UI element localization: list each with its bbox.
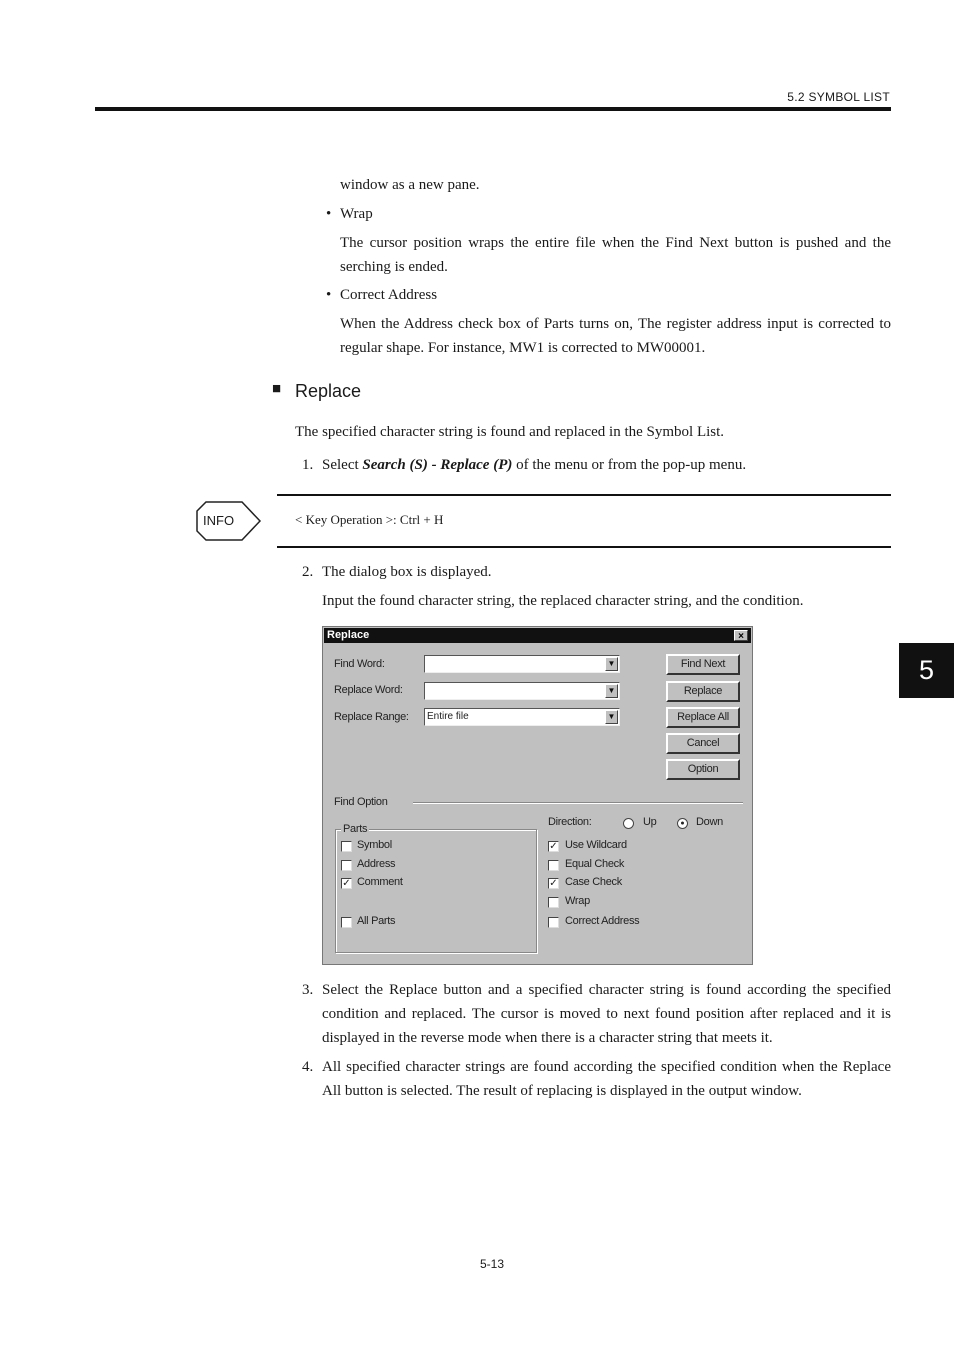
bullet-dot: • <box>326 287 332 303</box>
correct-address-label: Correct Address <box>565 915 640 927</box>
direction-label: Direction: <box>548 816 592 828</box>
symbol-checkbox[interactable] <box>341 841 352 852</box>
direction-up-label: Up <box>643 816 657 828</box>
close-icon[interactable]: × <box>734 630 748 641</box>
wrap-label: Wrap <box>565 895 590 907</box>
step-1-text <box>322 453 746 477</box>
parts-label: Parts <box>343 823 368 835</box>
bullet-desc-correct-address: When the Address check box of Parts turns on, The register address input is corrected to regular shape. For instance, MW1 is corrected to MW00001. <box>340 316 891 356</box>
section-title: Replace <box>295 381 362 401</box>
page-number: 5-13 <box>480 1257 505 1271</box>
section-intro: The specified character string is found and replaced in the Symbol List. <box>295 424 725 440</box>
replace-range-value: Entire file <box>427 711 469 722</box>
replace-range-label: Replace Range: <box>334 711 409 723</box>
bullet-dot: • <box>326 206 332 222</box>
wrap-checkbox[interactable] <box>548 897 559 908</box>
info-text: < Key Operation >: Ctrl + H <box>295 512 444 527</box>
option-button[interactable]: Option <box>666 759 740 780</box>
replace-all-button[interactable]: Replace All <box>666 707 740 728</box>
direction-down-label: Down <box>696 816 723 828</box>
header-rule <box>95 107 891 111</box>
continuation-text: window as a new pane. <box>340 177 480 193</box>
replace-range-select[interactable] <box>424 708 620 726</box>
step-number: 2. <box>302 564 314 580</box>
step-2-line-1: The dialog box is displayed. <box>322 564 492 580</box>
bullet-title-wrap: Wrap <box>340 206 373 222</box>
bullet-desc-wrap: The cursor position wraps the entire file when the Find Next button is pushed and the serching is ended. <box>340 235 891 275</box>
running-header: 5.2 SYMBOL LIST <box>787 90 890 104</box>
info-badge-label: INFO <box>203 513 235 528</box>
chevron-down-icon[interactable]: ▼ <box>605 657 618 671</box>
chevron-down-icon[interactable]: ▼ <box>605 710 618 724</box>
find-next-button[interactable]: Find Next <box>666 654 740 675</box>
replace-word-label: Replace Word: <box>334 684 403 696</box>
cancel-button[interactable]: Cancel <box>666 733 740 754</box>
all-parts-checkbox-label: All Parts <box>357 915 396 927</box>
chapter-tab: 5 <box>899 643 954 698</box>
address-checkbox-label: Address <box>357 858 396 870</box>
find-word-combo[interactable] <box>424 655 620 673</box>
address-checkbox[interactable] <box>341 860 352 871</box>
step-2-line-2: Input the found character string, the replaced character string, and the condition. <box>322 593 804 609</box>
step-4-text: All specified character strings are found according the specified condition when the Replace All button is selected. The result of replacing is displayed in the output window. <box>322 1059 891 1099</box>
step-number: 1. <box>302 457 314 473</box>
step-number: 4. <box>302 1059 314 1075</box>
chevron-down-icon[interactable]: ▼ <box>605 684 618 698</box>
comment-checkbox-label: Comment <box>357 876 403 888</box>
step-3-text: Select the Replace button and a specified character string is found according the specified condition and replaced. The cursor is moved to next found position after replaced and it is displayed in the reverse mode when there is a character string that meets it. <box>322 982 891 1046</box>
find-option-divider <box>413 802 743 804</box>
find-option-label: Find Option <box>334 796 388 808</box>
step-1-post: of the menu or from the pop-up menu. <box>512 457 747 473</box>
equal-check-checkbox[interactable] <box>548 860 559 871</box>
find-word-label: Find Word: <box>334 658 385 670</box>
info-rule-top <box>277 494 891 496</box>
replace-dialog <box>322 626 753 965</box>
info-rule-bottom <box>277 546 891 548</box>
equal-check-label: Equal Check <box>565 858 625 870</box>
replace-word-combo[interactable] <box>424 682 620 700</box>
direction-down-radio[interactable]: ● <box>677 818 688 829</box>
all-parts-checkbox[interactable] <box>341 917 352 928</box>
step-1-pre: Select <box>322 457 363 473</box>
section-marker: ■ <box>272 380 282 397</box>
step-number: 3. <box>302 982 314 998</box>
correct-address-checkbox[interactable] <box>548 917 559 928</box>
use-wildcard-label: Use Wildcard <box>565 839 627 851</box>
direction-up-radio[interactable] <box>623 818 634 829</box>
use-wildcard-checkbox[interactable]: ✓ <box>549 841 558 852</box>
dialog-title-bar <box>324 628 751 643</box>
case-check-checkbox[interactable]: ✓ <box>549 878 558 889</box>
symbol-checkbox-label: Symbol <box>357 839 392 851</box>
dialog-title: Replace <box>327 629 370 641</box>
step-1-menu-path: Search (S) - Replace (P) <box>362 457 513 473</box>
case-check-label: Case Check <box>565 876 622 888</box>
replace-button[interactable]: Replace <box>666 681 740 702</box>
comment-checkbox[interactable]: ✓ <box>342 878 351 889</box>
bullet-title-correct-address: Correct Address <box>340 287 438 303</box>
